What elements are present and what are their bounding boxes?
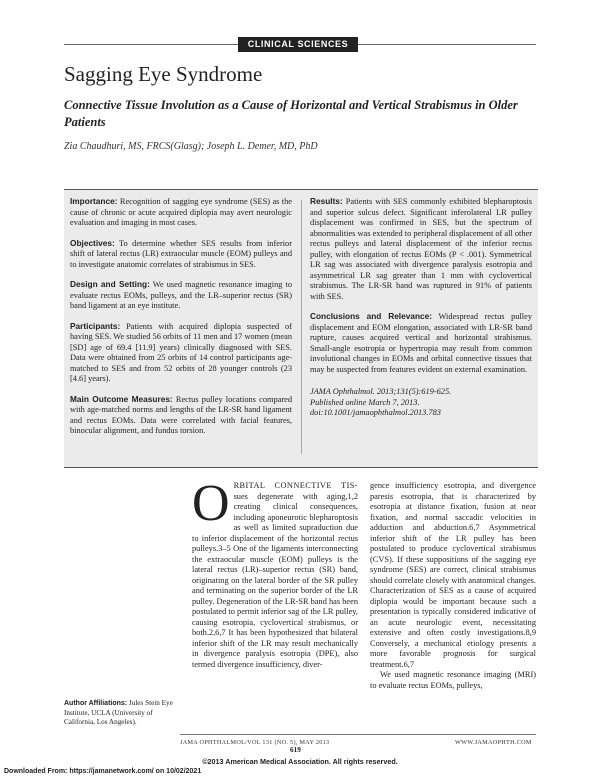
body-column-2 xyxy=(370,481,536,691)
abstract-label: Design and Setting: xyxy=(70,279,150,289)
abstract-text: Widespread rectus pulley displacement and EOM elongation, associated with LR-SR band rupture, causes acquired vertical and horizontal strabismus. Small-angle esotropia or hypertropia may result from common involutional changes in EOMs and orbital connective tissues that may be suspected from features evident on external examination. xyxy=(310,312,532,374)
author-affiliations xyxy=(64,699,182,728)
author-list: Zia Chaudhuri, MS, FRCS(Glasg); Joseph L. Demer, MD, PhD xyxy=(64,141,318,152)
abstract-right-column xyxy=(310,196,532,428)
abstract-label: Participants: xyxy=(70,320,121,331)
abstract-label: Importance: xyxy=(70,196,118,206)
abstract-objectives xyxy=(70,238,292,271)
abstract-text: To determine whether SES results from inferior shift of lateral rectus (LR) extraocular muscle (EOM) pulleys and to investigate anatomic correlates of strabismus in SES. xyxy=(70,238,292,269)
citation-journal: JAMA Ophthalmol. 2013;131(5):619-625. xyxy=(310,387,452,396)
page-number: 619 xyxy=(290,746,301,754)
lead-in: RBITAL CONNECTIVE TIS- xyxy=(233,481,358,490)
abstract-label: Objectives: xyxy=(70,237,115,248)
abstract-text: Patients with SES commonly exhibited blepharoptosis and superior sulcus defect. Significant inferolateral LR pulley displacement was confirmed in SES, but the spectrum of abnormalities was extended to peripheral displacement of all other rectus pulleys and lateral displacement of the inferior rectus pulley, with elongation of rectus EOMs (P < .001). Symmetrical LR sag was associated with divergence paralysis esotropia and asymmetrical LR sag greater than 1 mm with cyclovertical strabismus. The LR-SR band was ruptured in 91% of patients with SES. xyxy=(310,197,532,301)
body-paragraph: gence insufficiency esotropia, and divergence paresis esotropia, that is characterized by esotropia at distance fixation, fusion at near fixation, and normal saccadic velocities in adduction and abduction.6,7 Asymmetrical inferior shift of the LR pulley has been postulated to produce cyclovertical strabismus (CVS). If these suppositions of the sagging eye syndrome (SES) are correct, clinical strabismus should correlate closely with anatomical changes. Characterization of SES as a cause of acquired diplopia would be important because such a presentation is typically considered indicative of an acute neurologic event, necessitating extensive and often costly investigations.8,9 Conversely, a mechanical etiology presents a more favorable prognosis for surgical treatment.6,7 xyxy=(370,481,536,669)
footer-journal: JAMA OPHTHALMOL/VOL 131 (NO. 5), MAY 2013 xyxy=(180,739,330,746)
body-column-1 xyxy=(192,475,358,670)
abstract-label: Conclusions and Relevance: xyxy=(310,311,433,321)
abstract-outcome xyxy=(70,394,292,437)
affiliations-label: Author Affiliations: xyxy=(64,700,128,707)
footer-rule xyxy=(180,734,536,735)
abstract-conclusions xyxy=(310,311,532,375)
footer-website[interactable]: WWW.JAMAOPHTH.COM xyxy=(455,739,532,746)
article-title: Sagging Eye Syndrome xyxy=(64,62,263,86)
abstract-design xyxy=(70,279,292,312)
citation-doi[interactable]: doi:10.1001/jamaophthalmol.2013.783 xyxy=(310,408,441,417)
abstract-text: Rectus pulley locations compared with age-matched norms and lengths of the LR-SR band ligament and rectus EOMs. Data were correlated with facial features, binocular alignment, and fundus torsion. xyxy=(70,394,293,435)
affiliations-text: Jules Stein Eye Institute, UCLA (University of California, Los Angeles). xyxy=(64,699,173,726)
citation xyxy=(310,387,532,419)
abstract-label: Main Outcome Measures: xyxy=(70,393,173,404)
abstract-results xyxy=(310,196,532,302)
abstract-text: Patients with acquired diplopia suspected of having SES. We studied 56 orbits of 11 men and 17 women (mean [SD] age of 69.4 [11.9] years) clinically diagnosed with SES. Data were obtained from 25 orbits of 14 control participants age-matched to SES and from 52 orbits of 28 younger controls (23 [4.6] years). xyxy=(70,321,292,383)
abstract-left-column xyxy=(70,196,292,446)
drop-cap: O xyxy=(192,475,230,532)
body-paragraph: We used magnetic resonance imaging (MRI) to evaluate rectus EOMs, pulleys, xyxy=(370,670,536,690)
abstract-text: We used magnetic resonance imaging to evaluate rectus EOMs, pulleys, and the LR–superior rectus (SR) band ligament at an eye institute. xyxy=(70,280,292,310)
abstract-divider xyxy=(301,200,302,454)
abstract-text: Recognition of sagging eye syndrome (SES) as the cause of chronic or acute acquired diplopia may avert neurologic evaluation and imaging in most cases. xyxy=(70,197,292,227)
citation-published: Published online March 7, 2013. xyxy=(310,397,420,407)
body-text: sues degenerate with aging,1,2 creating clinical consequences, including aponeurotic blepharoptosis as well as limited supraduction due to inferior displacement of the horizontal rectus pulleys.3–5 One of the ligaments interconnecting the extraocular muscle (EOM) pulleys is the lateral rectus (LR)–superior rectus (SR) band, originating on the lateral border of the SR pulley and terminating on the superior border of the LR pulley. Degeneration of the LR-SR band has been postulated to permit inferior sag of the LR pulley, causing esotropia, cyclovertical strabismus, or both.2,6,7 It has been hypothesized that bilateral inferior shift of the LR may result mechanically in divergence paralysis esotropia (DPE), also termed divergence insufficiency, diver- xyxy=(192,491,358,669)
section-label: CLINICAL SCIENCES xyxy=(238,37,358,52)
copyright-notice: ©2013 American Medical Association. All rights reserved. xyxy=(202,757,398,766)
body-paragraph xyxy=(192,475,358,670)
abstract-box xyxy=(64,189,538,468)
abstract-importance xyxy=(70,196,292,229)
article-subtitle: Connective Tissue Involution as a Cause of Horizontal and Vertical Strabismus in Older Patients xyxy=(64,98,518,129)
abstract-label: Results: xyxy=(310,196,343,206)
abstract-participants xyxy=(70,321,292,385)
download-notice: Downloaded From: https://jamanetwork.com/ on 10/02/2021 xyxy=(4,768,202,775)
